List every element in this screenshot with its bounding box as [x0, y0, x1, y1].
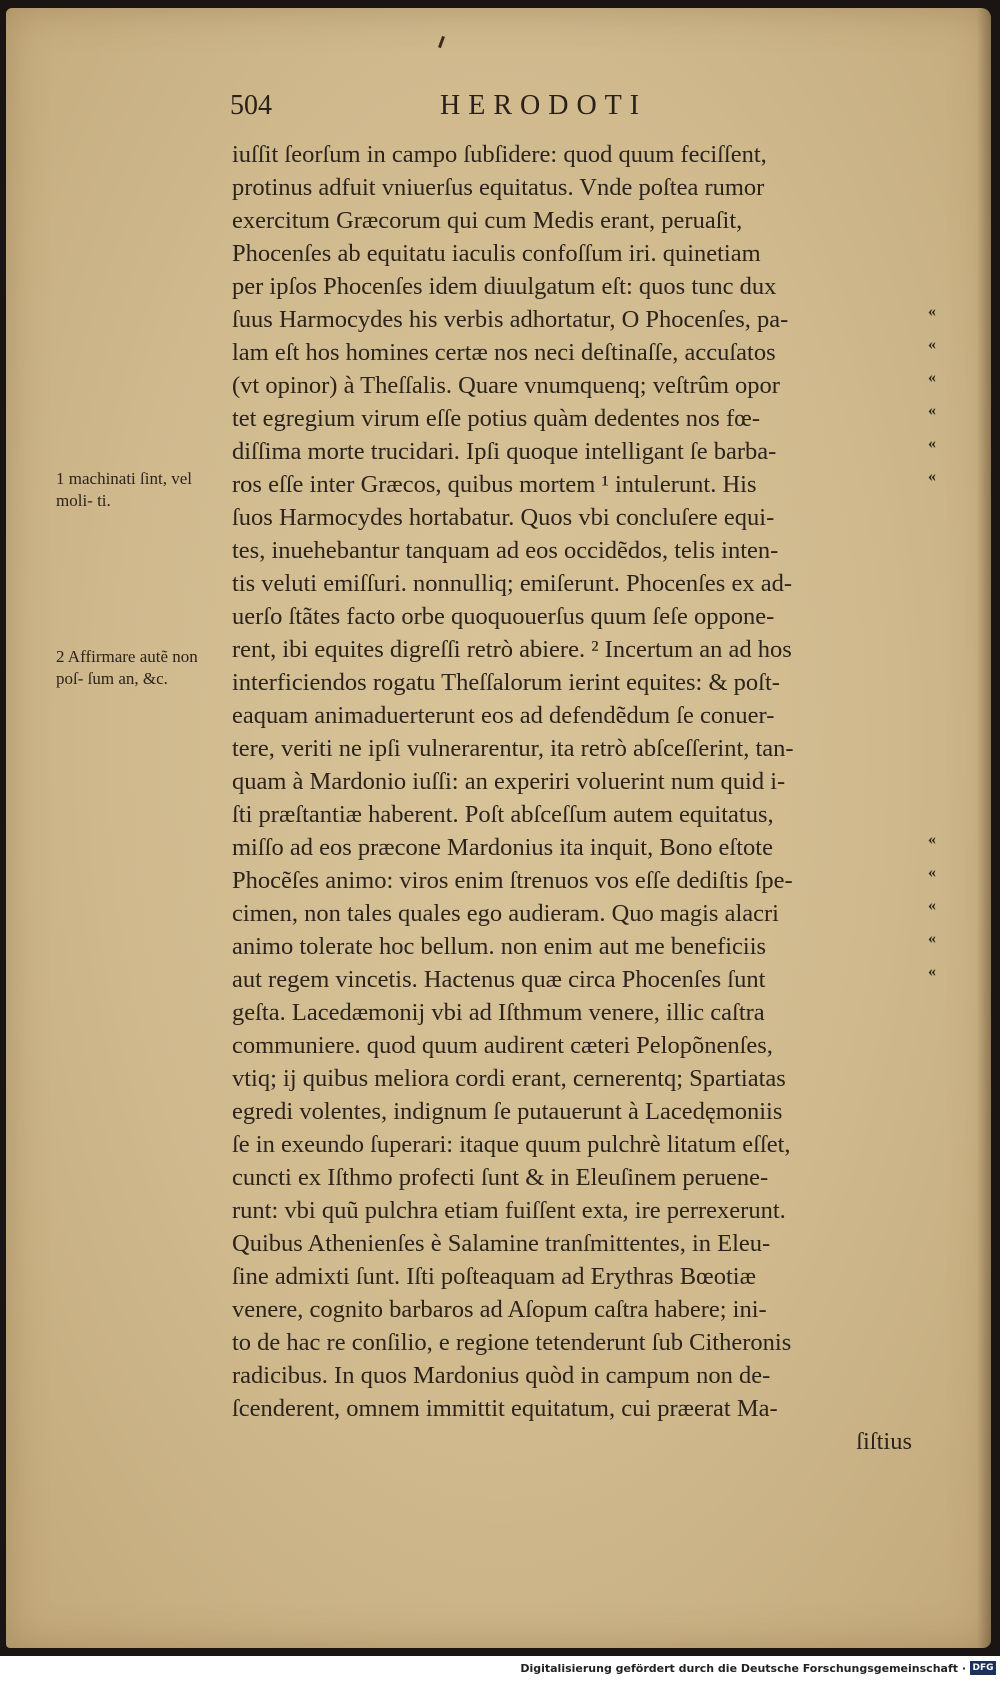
text-line: venere, cognito barbaros ad Aſopum caſtra habere; ini-: [232, 1296, 767, 1323]
text-line: ſcenderent, omnem immittit equitatum, cui præerat Ma-: [232, 1395, 778, 1422]
quotation-mark: «: [928, 369, 936, 386]
text-line: quam à Mardonio iuſſi: an experiri voluerint num quid i-: [232, 768, 786, 795]
text-line: iuſſit ſeorſum in campo ſubſidere: quod quum feciſſent,: [232, 141, 767, 168]
text-line: protinus adfuit vniuerſus equitatus. Vnde poſtea rumor: [232, 174, 765, 201]
margin-note-1: 1 machinati ſint, vel moli- ti.: [56, 469, 192, 510]
text-line: ſuos Harmocydes hortabatur. Quos vbi concluſere equi-: [232, 504, 775, 531]
text-line: tere, veriti ne ipſi vulnerarentur, ita retrò abſceſſerint, tan-: [232, 735, 794, 762]
text-line: miſſo ad eos præcone Mardonius ita inquit, Bono eſtote: [232, 834, 773, 861]
text-line: communiere. quod quum audirent cæteri Pelopõnenſes,: [232, 1032, 773, 1059]
quotation-mark: «: [928, 930, 936, 947]
text-line: diſſima morte trucidari. Ipſi quoque intelligant ſe barba-: [232, 438, 777, 465]
funding-credit: Digitalisierung gefördert durch die Deutsche Forschungsgemeinschaft ·: [520, 1662, 966, 1675]
text-line: tet egregium virum eſſe potius quàm dedentes nos fœ-: [232, 405, 760, 432]
quotation-mark: «: [928, 864, 936, 881]
text-line: animo tolerate hoc bellum. non enim aut me beneficiis: [232, 933, 767, 960]
text-line: Quibus Athenienſes è Salamine tranſmittentes, in Eleu-: [232, 1230, 771, 1257]
text-line: per ipſos Phocenſes idem diuulgatum eſt: quos tunc dux: [232, 273, 777, 300]
text-line: to de hac re conſilio, e regione tetenderunt ſub Citheronis: [232, 1329, 792, 1356]
text-line: egredi volentes, indignum ſe putauerunt à Lacedęmoniis: [232, 1098, 783, 1125]
text-line: ſe in exeundo ſuperari: itaque quum pulchrè litatum eſſet,: [232, 1131, 791, 1158]
text-line: ſti præſtantiæ haberent. Poſt abſceſſum autem equitatus,: [232, 801, 774, 828]
text-line: aut regem vincetis. Hactenus quæ circa Phocenſes ſunt: [232, 966, 766, 993]
page-header: [230, 90, 720, 130]
running-title: HERODOTI: [440, 90, 648, 121]
quotation-mark: «: [928, 402, 936, 419]
dfg-logo: DFG: [970, 1661, 996, 1675]
quotation-mark: «: [928, 468, 936, 485]
text-line: exercitum Græcorum qui cum Medis erant, peruaſit,: [232, 207, 743, 234]
text-line: (vt opinor) à Theſſalis. Quare vnumquenq; veſtrûm opor: [232, 372, 780, 399]
text-line: tis veluti emiſſuri. nonnulliq; emiſerunt. Phocenſes ex ad-: [232, 570, 792, 597]
catchword: ſiſtius: [856, 1428, 912, 1455]
body-text: [232, 138, 922, 1458]
quotation-mark: «: [928, 336, 936, 353]
quotation-mark: «: [928, 303, 936, 320]
text-line: rent, ibi equites digreſſi retrò abiere. ² Incertum an ad hos: [232, 636, 792, 663]
page-number: 504: [230, 90, 272, 121]
page-edge-shadow: [977, 8, 991, 1648]
text-line: radicibus. In quos Mardonius quòd in campum non de-: [232, 1362, 771, 1389]
text-line: ros eſſe inter Græcos, quibus mortem ¹ intulerunt. His: [232, 471, 757, 498]
quotation-mark: «: [928, 435, 936, 452]
text-line: lam eſt hos homines certæ nos neci deſtinaſſe, accuſatos: [232, 339, 776, 366]
text-line: interficiendos rogatu Theſſalorum ierint equites: & poſt-: [232, 669, 780, 696]
text-line: vtiq; ij quibus meliora cordi erant, cernerentq; Spartiatas: [232, 1065, 786, 1092]
text-line: runt: vbi quũ pulchra etiam fuiſſent exta, ire perrexerunt.: [232, 1197, 786, 1224]
text-line: geſta. Lacedæmonij vbi ad Iſthmum venere, illic caſtra: [232, 999, 765, 1026]
text-line: tes, inuehebantur tanquam ad eos occidẽdos, telis inten-: [232, 537, 779, 564]
text-line: cuncti ex Iſthmo profecti ſunt & in Eleuſinem peruene-: [232, 1164, 769, 1191]
margin-note-2: 2 Affirmare autẽ non poſ- ſum an, &c.: [56, 647, 198, 688]
text-line: ſine admixti ſunt. Iſti poſteaquam ad Erythras Bœotiæ: [232, 1263, 756, 1290]
footer-bar: [0, 1656, 1000, 1684]
text-line: Phocẽſes animo: viros enim ſtrenuos vos eſſe dediſtis ſpe-: [232, 867, 793, 894]
quotation-mark: «: [928, 897, 936, 914]
quotation-mark: «: [928, 831, 936, 848]
text-line: Phocenſes ab equitatu iaculis confoſſum iri. quinetiam: [232, 240, 761, 267]
text-line: uerſo ſtãtes facto orbe quoquouerſus quum ſeſe oppone-: [232, 603, 775, 630]
quotation-mark: «: [928, 963, 936, 980]
text-line: eaquam animaduerterunt eos ad defendẽdum ſe conuer-: [232, 702, 775, 729]
text-line: ſuus Harmocydes his verbis adhortatur, O Phocenſes, pa-: [232, 306, 789, 333]
text-line: cimen, non tales quales ego audieram. Quo magis alacri: [232, 900, 779, 927]
